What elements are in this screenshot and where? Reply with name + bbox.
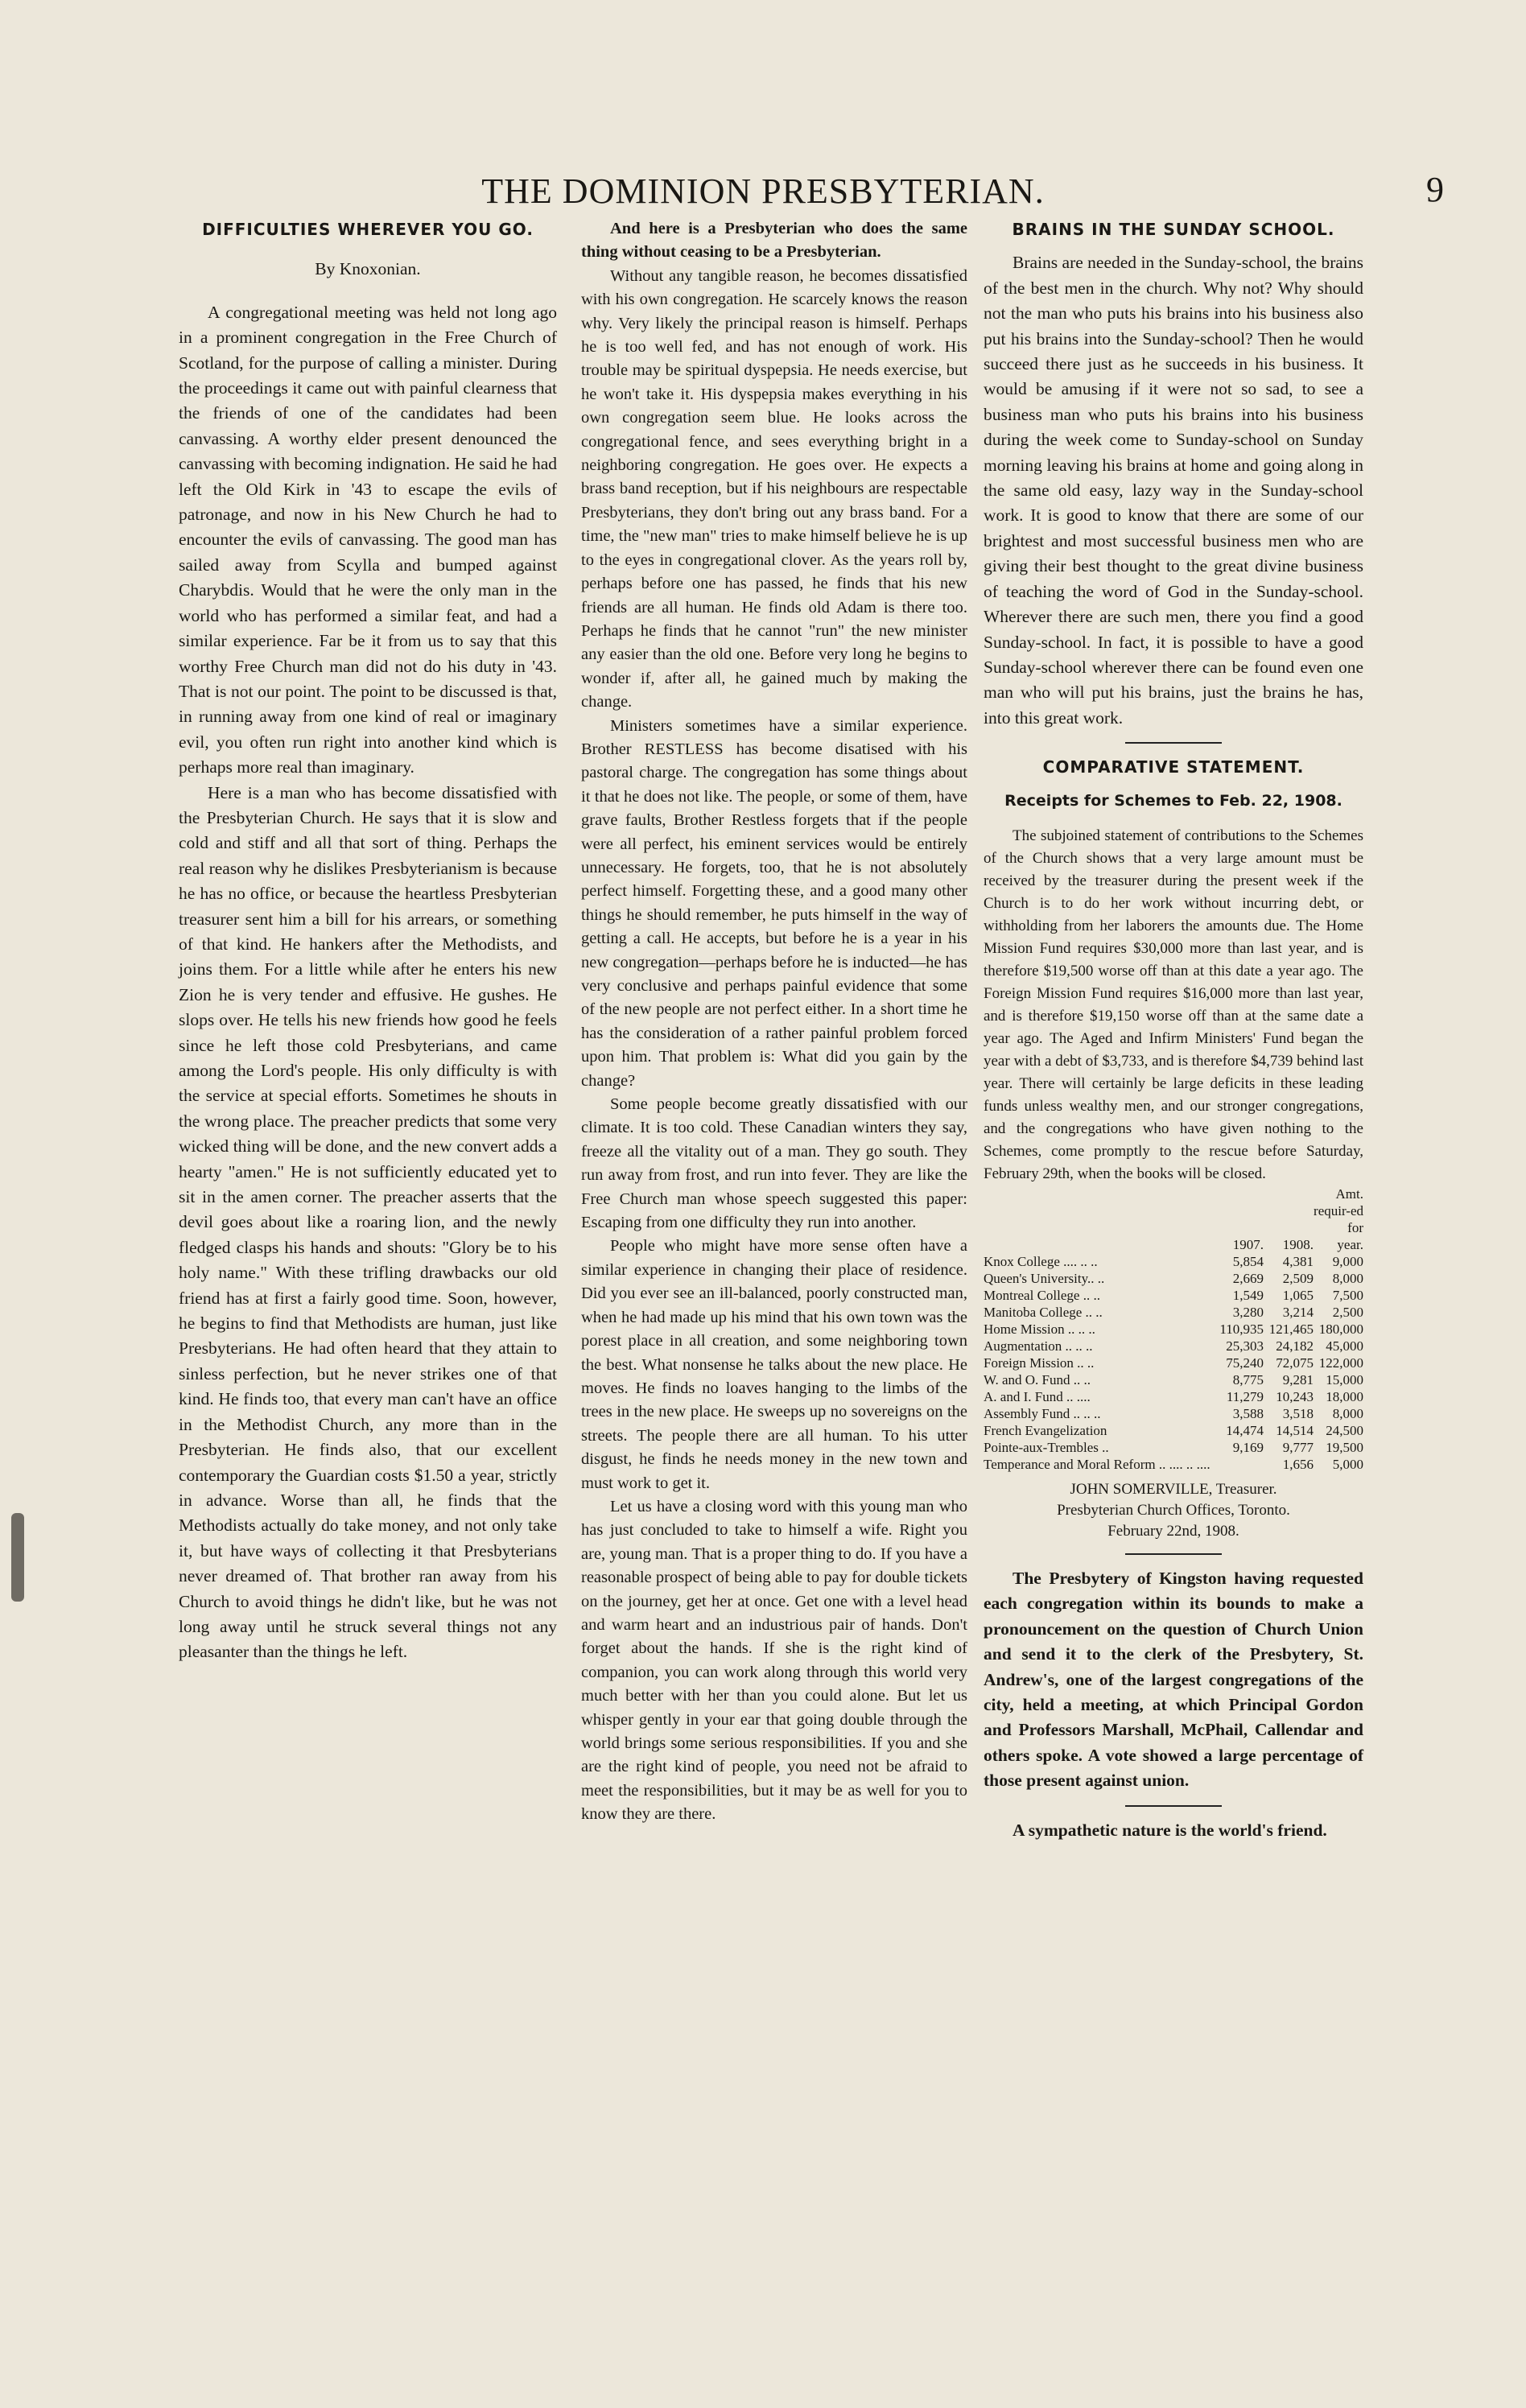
table-header-row — [984, 1236, 1363, 1253]
table-cell-name: Pointe-aux-Trembles .. — [984, 1439, 1109, 1455]
table-cell-b: 4,381 — [1282, 1253, 1314, 1269]
table-cell-a: 11,279 — [1226, 1388, 1264, 1404]
table-cell-b: 1,656 — [1282, 1456, 1314, 1472]
article-title-brains: BRAINS IN THE SUNDAY SCHOOL. — [1012, 220, 1335, 239]
table-cell-b: 3,518 — [1282, 1405, 1314, 1421]
table-cell-b: 9,281 — [1282, 1371, 1314, 1387]
table-header-1907: 1907. — [1232, 1236, 1264, 1252]
table-cell-a: 25,303 — [1226, 1338, 1264, 1354]
table-cell-a: 3,280 — [1232, 1304, 1264, 1320]
article-paragraph: A congregational meeting was held not long ago in a prominent congregation in the Free Church of Scotland, for the purpose of calling a minister. During the proceedings it came out with painful clearness that the friends of one of the candidates had been canvassing. A worthy elder present denounced the canvassing with becoming indignation. He said he had left the Old Kirk in '43 to escape the evils of patronage, and now in his New Church he had to encounter the evils of canvassing. The good man has sailed away from Scylla and bumped against Charybdis. Would that he were the only man in the world who has performed a similar feat, and had a similar experience. Far be it from us to say that this worthy Free Church man did not do his duty in '43. That is not our point. The point to be discussed is that, in running away from one kind of real or imaginary evil, you often run right into another kind which is perhaps more real than imaginary. — [179, 302, 557, 777]
table-cell-c: 19,500 — [1326, 1439, 1363, 1455]
table-cell-a: 2,669 — [1232, 1270, 1264, 1286]
article-paragraph: And here is a Presbyterian who does the same thing without ceasing to be a Presbyterian. — [581, 220, 967, 262]
table-cell-a: 14,474 — [1226, 1422, 1264, 1438]
table-cell-b: 72,075 — [1276, 1354, 1314, 1371]
table-cell-b: 10,243 — [1276, 1388, 1314, 1404]
article-paragraph: Let us have a closing word with this young man who has just concluded to take to himself a wife. Right you are, young man. That is a proper thing to do. If you have a reasonable prospect of being able to pay for double tickets on the journey, get her at once. Get one with a level head and warm heart and an industrious pair of hands. Don't forget about the hands. If she is the right kind of companion, you can work along through this world very much better with her than you could alone. But let us whisper gently in your ear that going double through the world brings some serious responsibilities. If you and she are the right kind of people, you need not be afraid to meet the responsibilities, but it may be as well for you to know they are there. — [581, 1497, 967, 1824]
table-cell-c: 8,000 — [1332, 1405, 1363, 1421]
table-row — [984, 1456, 1363, 1473]
table-row — [984, 1371, 1363, 1388]
article-subtitle: Receipts for Schemes to Feb. 22, 1908. — [1004, 791, 1342, 810]
table-cell-name: Knox College .... .. .. — [984, 1253, 1098, 1269]
office-line: Presbyterian Church Offices, Toronto. — [1057, 1501, 1290, 1519]
article-title-difficulties: DIFFICULTIES WHEREVER YOU GO. — [202, 220, 534, 239]
table-row — [984, 1405, 1363, 1422]
table-cell-a: 5,854 — [1232, 1253, 1264, 1269]
table-cell-c: 5,000 — [1332, 1456, 1363, 1472]
table-cell-c: 8,000 — [1332, 1270, 1363, 1286]
table-cell-name: W. and O. Fund .. .. — [984, 1371, 1091, 1387]
table-cell-b: 2,509 — [1282, 1270, 1314, 1286]
page-edge-mark — [11, 1513, 24, 1602]
article-paragraph: Some people become greatly dissatisfied with our climate. It is too cold. These Canadian winters they say, freeze all the vitality out of a man. They go south. They run away from frost, and run into fever. They are like the Free Church man whose speech suggested this paper: Escaping from one difficulty they run into another. — [581, 1095, 967, 1232]
table-cell-a: 110,935 — [1219, 1321, 1264, 1337]
table-row — [984, 1354, 1363, 1371]
table-cell-name: Queen's University.. .. — [984, 1270, 1105, 1286]
table-cell-b: 9,777 — [1282, 1439, 1314, 1455]
table-cell-name: French Evangelization — [984, 1422, 1107, 1438]
table-cell-name: Temperance and Moral Reform .. .... .. .... — [984, 1456, 1210, 1472]
table-row — [984, 1270, 1363, 1287]
article-title-comparative: COMPARATIVE STATEMENT. — [1042, 757, 1305, 777]
column-3 — [984, 217, 1363, 1843]
divider — [1125, 1805, 1222, 1807]
article-paragraph: Without any tangible reason, he becomes dissatisfied with his own congregation. He scarcely knows the reason why. Very likely the principal reason is himself. Perhaps he is too well fed, and has not enough of work. His trouble may be spiritual dyspepsia. He needs exercise, but he won't take it. His dyspepsia makes everything in his own congregation seem blue. He looks across the congregational fence, and sees everything bright in a neighboring congregation. He goes over. He expects a brass band reception, but if his neighbours are respectable Presbyterians, they don't bring out any brass band. For a time, the "new man" tries to make himself believe he is up to the eyes in congregational clover. As the years roll by, perhaps before one has passed, he finds that his new friends are all human. He finds old Adam is there too. Perhaps he finds that he cannot "run" the new minister any easier than the old one. Before very long he begins to wonder if, after all, he gained much by making the change. — [581, 266, 967, 711]
table-cell-a: 75,240 — [1226, 1354, 1264, 1371]
page-number: 9 — [1426, 170, 1444, 209]
table-row — [984, 1338, 1363, 1354]
table-cell-c: 122,000 — [1318, 1354, 1363, 1371]
table-cell-c: 9,000 — [1332, 1253, 1363, 1269]
article-paragraph: Brains are needed in the Sunday-school, the brains of the best men in the church. Why not? Why should not the man who puts his brains into his business also put his brains into the Sunday-school? Then he would succeed there just as he succeeds in his business. It would be amusing if it were not so sad, to see a business man who puts his brains into his business during the week come to Sunday-school on Sunday morning leaving his brains at home and going along in the same old easy, lazy way in the Sunday-school work. It is good to know that there are some of our brightest and most successful business men who are giving their best thought to the great divine business of teaching the word of God in the Sunday-school. Wherever there are such men, there you find a good Sunday-school. In fact, it is possible to have a good Sunday-school wherever there can be found even one man who will put his brains, just the brains he has, into this great work. — [984, 253, 1363, 728]
table-header-row — [984, 1185, 1363, 1236]
article-paragraph: The Presbytery of Kingston having requested each congregation within its bounds to make a pronouncement on the question of Church Union and send it to the clerk of the Presbytery, St. Andrew's, one of the largest congregations of the city, held a meeting, at which Principal Gordon and Professors Marshall, McPhail, Callendar and others spoke. A vote showed a large percentage of those present against union. — [984, 1568, 1363, 1791]
article-paragraph: Here is a man who has become dissatisfied with the Presbyterian Church. He says that it is slow and cold and stiff and all that sort of thing. Perhaps the real reason why he dislikes Presbyterianism is because he has no office, or because the heartless Presbyterian treasurer sent him a bill for his arrears, or something of that kind. He hankers after the Methodists, and joins them. For a little while after he enters his new Zion he is very tender and effusive. He gushes. He slops over. He tells his new friends how good he feels since he left those cold Presbyterians, and came among the Lord's people. His only difficulty is with the service at special efforts. Sometimes he shouts in the wrong place. The preacher predicts that some very wicked thing will be done, and the new convert adds a hearty "amen." He is not sufficiently educated yet to sit in the amen corner. The preacher asserts that the devil goes about like a roaring lion, and the newly fledged clasps his hands and shouts: "Glory be to his holy name." With these trifling drawbacks our old friend has at first a fairly good time. Soon, however, he begins to find that Methodists are human, just like Presbyterians. He had often heard that they attain to sinless perfection, but he never strikes one of that kind. He finds too, that every man can't have an office in the Methodist Church, any more than in the Presbyterian. He finds also, that our excellent contemporary the Guardian costs $1.50 a year, strictly in advance. Worse than all, he finds that the Methodists actually do take money, and not only take it, but have ways of collecting it that Presbyterians never dreamed of. That brother ran away from his Church to avoid things he didn't like, but he was not long away until he struck several things not any pleasanter than the things he left. — [179, 782, 557, 1662]
table-cell-name: Augmentation .. .. .. — [984, 1338, 1093, 1354]
table-row — [984, 1321, 1363, 1338]
table-cell-name: Foreign Mission .. .. — [984, 1354, 1095, 1371]
date-line: February 22nd, 1908. — [1107, 1522, 1239, 1540]
table-cell-b: 3,214 — [1282, 1304, 1314, 1320]
table-cell-a — [1214, 1456, 1264, 1473]
column-2 — [581, 217, 967, 1827]
table-cell-c: 15,000 — [1326, 1371, 1363, 1387]
table-cell-name: A. and I. Fund .. .... — [984, 1388, 1091, 1404]
masthead: THE DOMINION PRESBYTERIAN. — [481, 171, 1045, 211]
divider — [1125, 742, 1222, 744]
byline: By Knoxonian. — [315, 259, 421, 279]
table-row — [984, 1253, 1363, 1270]
divider — [1125, 1553, 1222, 1555]
table-row — [984, 1439, 1363, 1456]
table-row — [984, 1422, 1363, 1439]
table-header-amt: Amt. requir-ed for — [1314, 1185, 1363, 1235]
article-paragraph: A sympathetic nature is the world's friend. — [1013, 1820, 1327, 1840]
table-cell-c: 18,000 — [1326, 1388, 1363, 1404]
table-cell-c: 2,500 — [1332, 1304, 1363, 1320]
table-cell-a: 3,588 — [1232, 1405, 1264, 1421]
table-row — [984, 1304, 1363, 1321]
table-cell-name: Montreal College .. .. — [984, 1287, 1100, 1303]
article-paragraph: Ministers sometimes have a similar experience. Brother RESTLESS has become disatised with his pastoral charge. The congregation has some things about it that he does not like. The people, or some of them, have grave faults, Brother Restless forgets that if the people were all perfect, his eminent services would be entirely unnecessary. He forgets, too, that he is not absolutely perfect himself. Forgetting these, and a good many other things he should remember, he puts himself in the way of getting a call. He accepts, but before he is a year in his new congregation—perhaps before he is inducted—he has very conclusive and perhaps painful evidence that some of the new people are not perfect either. In a short time he has the consideration of a rather painful problem forced upon him. That problem is: What did you gain by the change? — [581, 716, 967, 1090]
table-cell-c: 24,500 — [1326, 1422, 1363, 1438]
treasurer-signature: JOHN SOMERVILLE, Treasurer. — [1070, 1480, 1277, 1498]
table-row — [984, 1287, 1363, 1304]
table-cell-b: 121,465 — [1268, 1321, 1314, 1337]
table-cell-a: 1,549 — [1232, 1287, 1264, 1303]
article-paragraph: People who might have more sense often have a similar experience in changing their place of residence. Did you ever see an ill-balanced, poorly constructed man, when he had made up his mind that his own town was the porest place in all creation, and some neighboring town the best. What nonsense he talks about the new place. He moves. He finds no loaves hanging to the limbs of the trees in the new place. He sweeps up no sovereigns on the streets. The people there are all human. To his utter disgust, he finds he needs money in the new town and must work to get it. — [581, 1237, 967, 1492]
table-row — [984, 1388, 1363, 1405]
column-1 — [179, 217, 557, 1665]
table-cell-a: 8,775 — [1232, 1371, 1264, 1387]
table-cell-a: 9,169 — [1232, 1439, 1264, 1455]
table-cell-c: 45,000 — [1326, 1338, 1363, 1354]
table-header-year: year. — [1337, 1236, 1363, 1252]
receipts-table — [984, 1185, 1363, 1473]
table-cell-c: 7,500 — [1332, 1287, 1363, 1303]
table-cell-name: Home Mission .. .. .. — [984, 1321, 1095, 1337]
table-cell-b: 24,182 — [1276, 1338, 1314, 1354]
article-paragraph: The subjoined statement of contributions to the Schemes of the Church shows that a very large amount must be received by the treasurer during the present week if the Church is to do her work without incurring debt, or withholding from her laborers the amounts due. The Home Mission Fund requires $30,000 more than last year, and is therefore $19,500 worse off than at this date a year ago. The Foreign Mission Fund requires $16,000 more than last year, and is therefore $19,150 worse off than at the same date a year ago. The Aged and Infirm Ministers' Fund began the year with a debt of $3,733, and is therefore $4,739 behind last year. There will certainly be large deficits in these leading funds unless wealthy men, and our stronger congregations, and the congregations who have given nothing to the Schemes, come promptly to the rescue before Saturday, February 29th, when the books will be closed. — [984, 827, 1363, 1182]
table-header-1908: 1908. — [1282, 1236, 1314, 1252]
table-cell-name: Manitoba College .. .. — [984, 1304, 1103, 1320]
table-cell-name: Assembly Fund .. .. .. — [984, 1405, 1101, 1421]
table-cell-b: 1,065 — [1282, 1287, 1314, 1303]
table-cell-c: 180,000 — [1318, 1321, 1363, 1337]
table-cell-b: 14,514 — [1276, 1422, 1314, 1438]
